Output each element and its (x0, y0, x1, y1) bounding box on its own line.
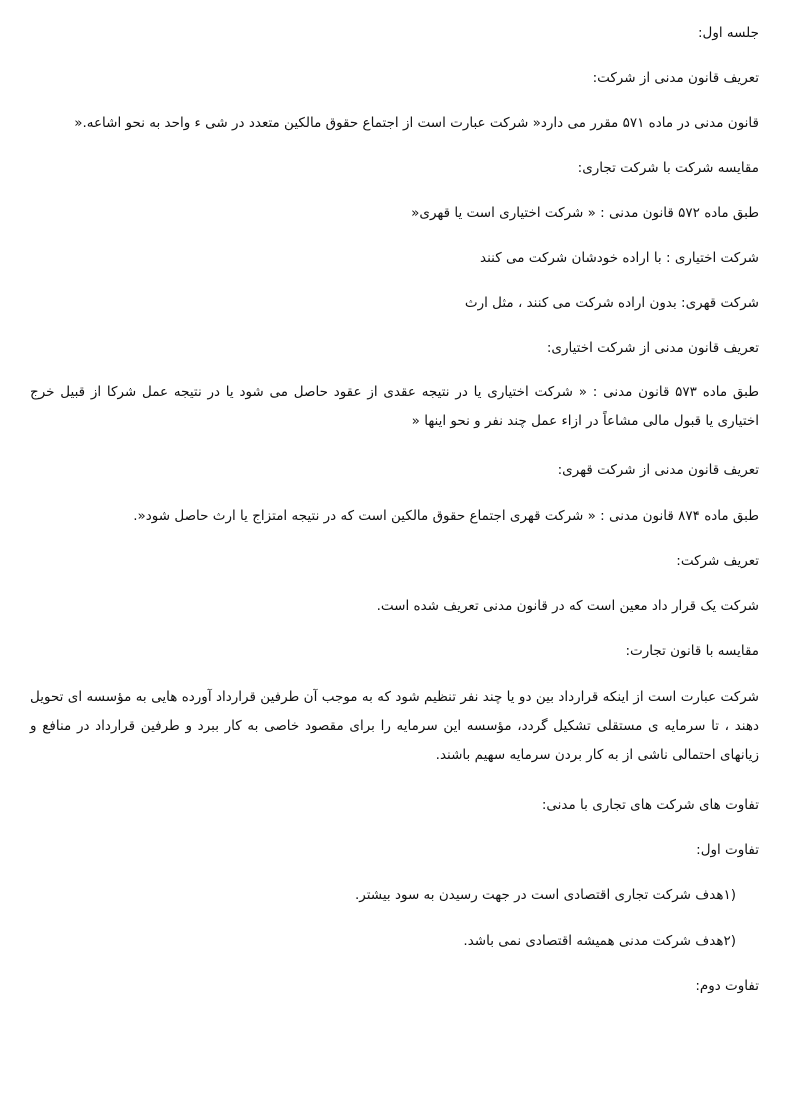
first-difference-heading: تفاوت اول: (696, 842, 759, 858)
article-572-paragraph: طبق ماده ۵۷۲ قانون مدنی : « شرکت اختیاری است یا قهری« (411, 205, 759, 221)
compulsory-partnership-text: شرکت قهری: بدون اراده شرکت می کنند ، مثل ارث (464, 295, 759, 311)
voluntary-definition-heading: تعریف قانون مدنی از شرکت اختیاری: (546, 340, 759, 356)
partnership-definition-text: شرکت یک قرار داد معین است که در قانون مدنی تعریف شده است. (376, 598, 759, 614)
commercial-law-heading: مقایسه با قانون تجارت: (625, 643, 759, 659)
commercial-definition-paragraph: شرکت عبارت است از اینکه قرارداد بین دو یا چند نفر تنظیم شود که به موجب آن طرفین قرارداد آورده هایی به مؤسسه ای تحویل دهند ، تا سرمایه ی مستقلی تشکیل گردد، مؤسسه این سرمایه را برای مقصود خاصی به کار ببرد و طرفین قرارداد در منافع و زیانهای احتمالی ناشی از به کار بردن سرمایه سهیم باشند. (30, 689, 759, 763)
civil-definition-heading: تعریف قانون مدنی از شرکت: (592, 70, 759, 86)
partnership-definition-heading: تعریف شرکت: (676, 553, 759, 569)
difference-item-2: (۲هدف شرکت مدنی همیشه اقتصادی نمی باشد. (463, 933, 736, 949)
article-573-paragraph: طبق ماده ۵۷۳ قانون مدنی : « شرکت اختیاری یا در نتیجه عقدی از عقود حاصل می شود یا در نتیجه عمل شرکا از قبیل خرج اختیاری یا قبول مالی مشاعاً در ازاء عمل چند نفر و نحو اینها « (30, 384, 759, 429)
difference-item-1: (۱هدف شرکت تجاری اقتصادی است در جهت رسیدن به سود بیشتر. (354, 887, 736, 903)
voluntary-partnership-text: شرکت اختیاری : با اراده خودشان شرکت می کنند (480, 250, 759, 266)
second-difference-heading: تفاوت دوم: (695, 978, 759, 994)
comparison-heading: مقایسه شرکت با شرکت تجاری: (577, 160, 759, 176)
session-title: جلسه اول: (697, 25, 759, 41)
article-571-paragraph: قانون مدنی در ماده ۵۷۱ مقرر می دارد« شرکت عبارت است از اجتماع حقوق مالکین متعدد در شی ء واحد به نحو اشاعه.« (74, 115, 759, 131)
article-874-paragraph: طبق ماده ۸۷۴ قانون مدنی : « شرکت قهری اجتماع حقوق مالکین است که در نتیجه امتزاج یا ارث حاصل شود«. (133, 508, 759, 524)
differences-heading: تفاوت های شرکت های تجاری با مدنی: (541, 797, 759, 813)
compulsory-definition-heading: تعریف قانون مدنی از شرکت قهری: (557, 462, 759, 478)
